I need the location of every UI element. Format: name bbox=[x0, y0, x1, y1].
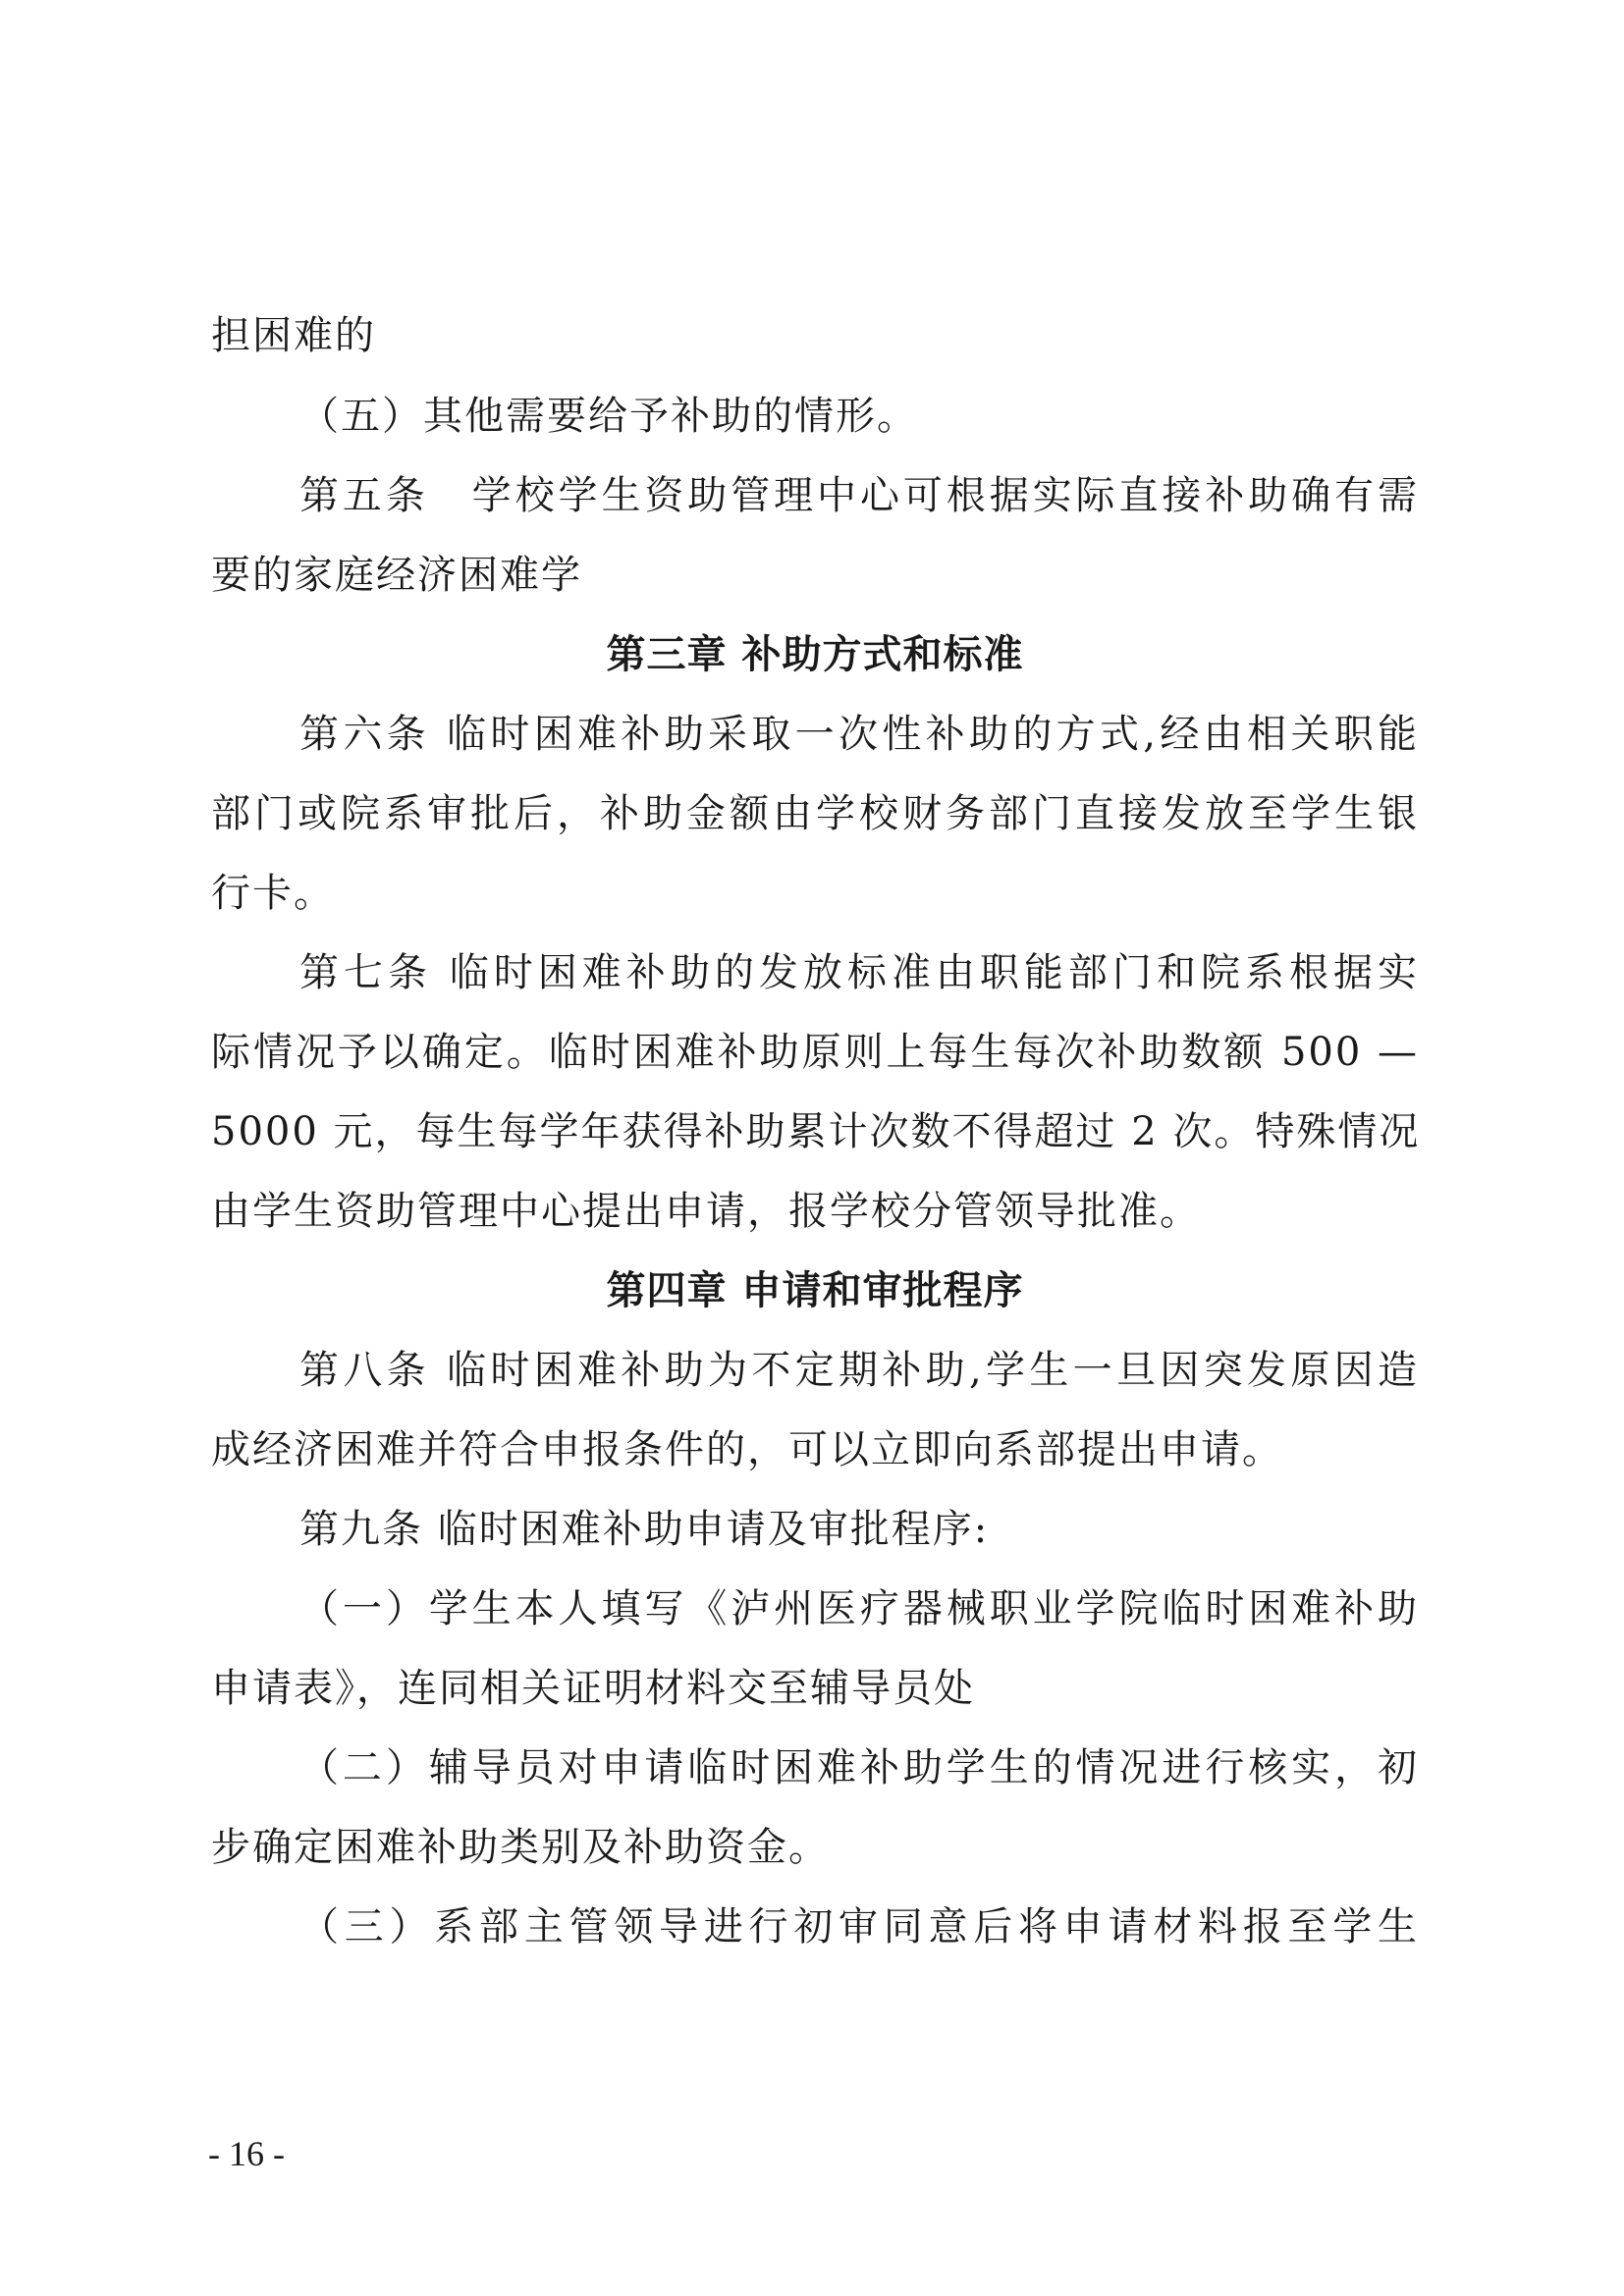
article-five-line-2: 要的家庭经济困难学 bbox=[211, 553, 582, 598]
article-six-line-2: 部门或院系审批后，补助金额由学校财务部门直接发放至学生银 bbox=[211, 791, 1419, 836]
article-six-line-1: 第六条 临时困难补助采取一次性补助的方式,经由相关职能 bbox=[299, 712, 1419, 757]
article-six-line-3: 行卡。 bbox=[211, 871, 335, 916]
article-eight-line-2: 成经济困难并符合申报条件的，可以立即向系部提出申请。 bbox=[211, 1427, 1283, 1472]
chapter-four-heading: 第四章 申请和审批程序 bbox=[606, 1268, 1024, 1313]
list-item-five: （五）其他需要给予补助的情形。 bbox=[299, 394, 918, 439]
procedure-two-line-2: 步确定困难补助类别及补助资金。 bbox=[211, 1825, 830, 1870]
chapter-three-heading: 第三章 补助方式和标准 bbox=[606, 632, 1024, 677]
procedure-one-line-1: （一）学生本人填写《泸州医疗器械职业学院临时困难补助 bbox=[299, 1586, 1419, 1631]
article-seven-line-3: 5000 元，每生每学年获得补助累计次数不得超过 2 次。特殊情况 bbox=[211, 1109, 1421, 1154]
page-number: - 16 - bbox=[208, 2134, 285, 2173]
article-seven-line-2: 际情况予以确定。临时困难补助原则上每生每次补助数额 500 — bbox=[211, 1030, 1419, 1075]
procedure-one-line-2: 申请表》，连同相关证明材料交至辅导员处 bbox=[211, 1666, 975, 1711]
article-five-line-1: 第五条 学校学生资助管理中心可根据实际直接补助确有需 bbox=[299, 473, 1419, 518]
article-nine-line-1: 第九条 临时困难补助申请及审批程序: bbox=[299, 1507, 990, 1552]
article-eight-line-1: 第八条 临时困难补助为不定期补助,学生一旦因突发原因造 bbox=[299, 1348, 1419, 1393]
article-seven-line-4: 由学生资助管理中心提出申请，报学校分管领导批准。 bbox=[211, 1189, 1201, 1234]
article-seven-line-1: 第七条 临时困难补助的发放标准由职能部门和院系根据实 bbox=[299, 950, 1419, 995]
procedure-three-line-1: （三）系部主管领导进行初审同意后将申请材料报至学生 bbox=[299, 1904, 1419, 1949]
body-text-line: 担困难的 bbox=[211, 313, 376, 358]
procedure-two-line-1: （二）辅导员对申请临时困难补助学生的情况进行核实，初 bbox=[299, 1745, 1419, 1790]
